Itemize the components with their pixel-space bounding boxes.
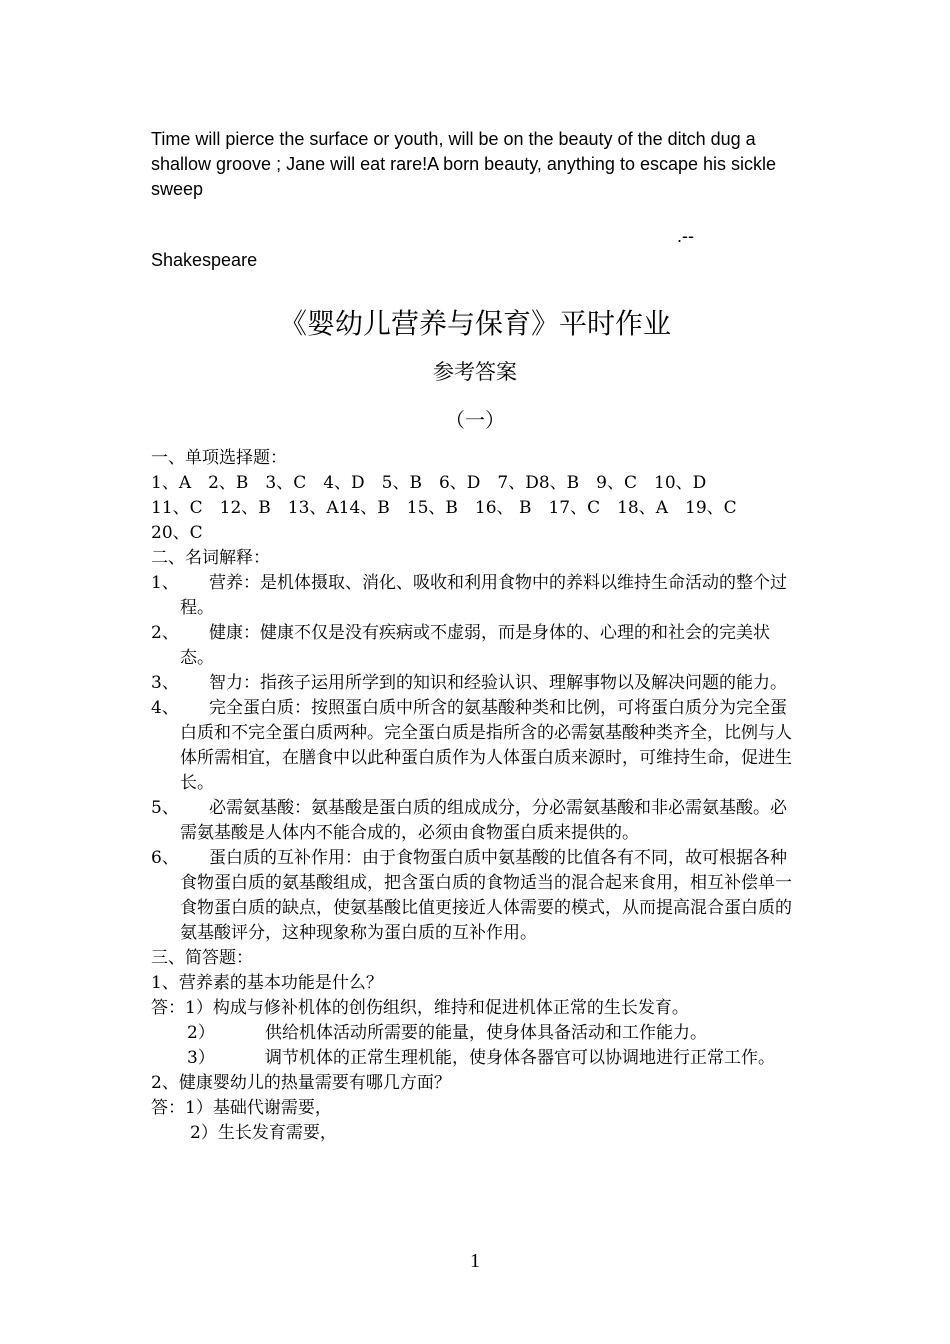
term-item [151,671,801,696]
term-number: 2、 [151,623,179,643]
document-subtitle: 参考答案 [433,360,517,384]
part-label: （一） [445,408,505,432]
term-number: 6、 [151,848,179,868]
term-item [151,696,801,796]
answer-line: 1、A 2、B 3、C 4、D 5、B 6、D 7、D8、B 9、C 10、D [151,473,707,493]
question-text: 2、健康婴幼儿的热量需要有哪几方面？ [151,1073,451,1093]
term-item [151,796,801,846]
term-number: 4、 [151,698,179,718]
term-number: 5、 [151,798,179,818]
answer-text: 答：1）基础代谢需要， [151,1098,332,1118]
answer-subitem [151,1046,801,1071]
answer-text: 2）生长发育需要， [190,1123,337,1143]
document-body [151,446,801,1146]
answer-text: 答：1）构成与修补机体的创伤组织，维持和促进机体正常的生长发育。 [151,998,689,1018]
term-number: 1、 [151,573,179,593]
term-text: 营养：是机体摄取、消化、吸收和利用食物中的养料以维持生命活动的整个过程。 [180,573,787,618]
answer-line: 11、C 12、B 13、A14、B 15、B 16、 B 17、C 18、A 19、C [151,498,737,518]
question-text: 1、营养素的基本功能是什么？ [151,973,383,993]
term-text: 健康：健康不仅是没有疾病或不虚弱，而是身体的、心理的和社会的完美状态。 [180,623,770,668]
term-number: 3、 [151,673,179,693]
section-heading: 一、单项选择题： [151,448,287,468]
subitem-number: 2） [187,1023,215,1043]
term-text: 蛋白质的互补作用：由于食物蛋白质中氨基酸的比值各有不同，故可根据各种食物蛋白质的氨基酸组成，把含蛋白质的食物适当的混合起来食用，相互补偿单一食物蛋白质的缺点，使氨基酸比值更接近人体需要的模式，从而提高混合蛋白质的氨基酸评分，这种现象称为蛋白质的互补作用。 [180,848,792,943]
epigraph-author: Shakespeare [151,250,258,270]
answer-subitem [151,1021,801,1046]
term-text: 必需氨基酸：氨基酸是蛋白质的组成成分，分必需氨基酸和非必需氨基酸。必需氨基酸是人体内不能合成的，必须由食物蛋白质来提供的。 [180,798,787,843]
section-heading: 二、名词解释： [151,548,270,568]
subitem-text: 调节机体的正常生理机能，使身体各器官可以协调地进行正常工作。 [265,1048,775,1068]
answer-line: 20、C [151,523,203,543]
document-title: 《婴幼儿营养与保育》平时作业 [278,307,671,340]
term-item [151,571,801,621]
subitem-text: 供给机体活动所需要的能量，使身体具备活动和工作能力。 [265,1023,707,1043]
section-heading: 三、简答题： [151,948,253,968]
term-item [151,846,801,946]
term-item [151,621,801,671]
term-text: 完全蛋白质：按照蛋白质中所含的氨基酸种类和比例，可将蛋白质分为完全蛋白质和不完全蛋白质两种。完全蛋白质是指所含的必需氨基酸种类齐全，比例与人体所需相宜，在膳食中以此种蛋白质作为人体蛋白质来源时，可维持生命，促进生长。 [180,698,792,793]
page-number: 1 [470,1250,480,1272]
epigraph-dash: .-- [677,226,694,246]
term-text: 智力：指孩子运用所学到的知识和经验认识、理解事物以及解决问题的能力。 [209,673,787,693]
subitem-number: 3） [187,1048,215,1068]
epigraph-quote: Time will pierce the surface or youth, will be on the beauty of the ditch dug a shallow groove ; Jane will eat rare!A born beauty, anything to escape his sickle sweep [151,129,777,199]
